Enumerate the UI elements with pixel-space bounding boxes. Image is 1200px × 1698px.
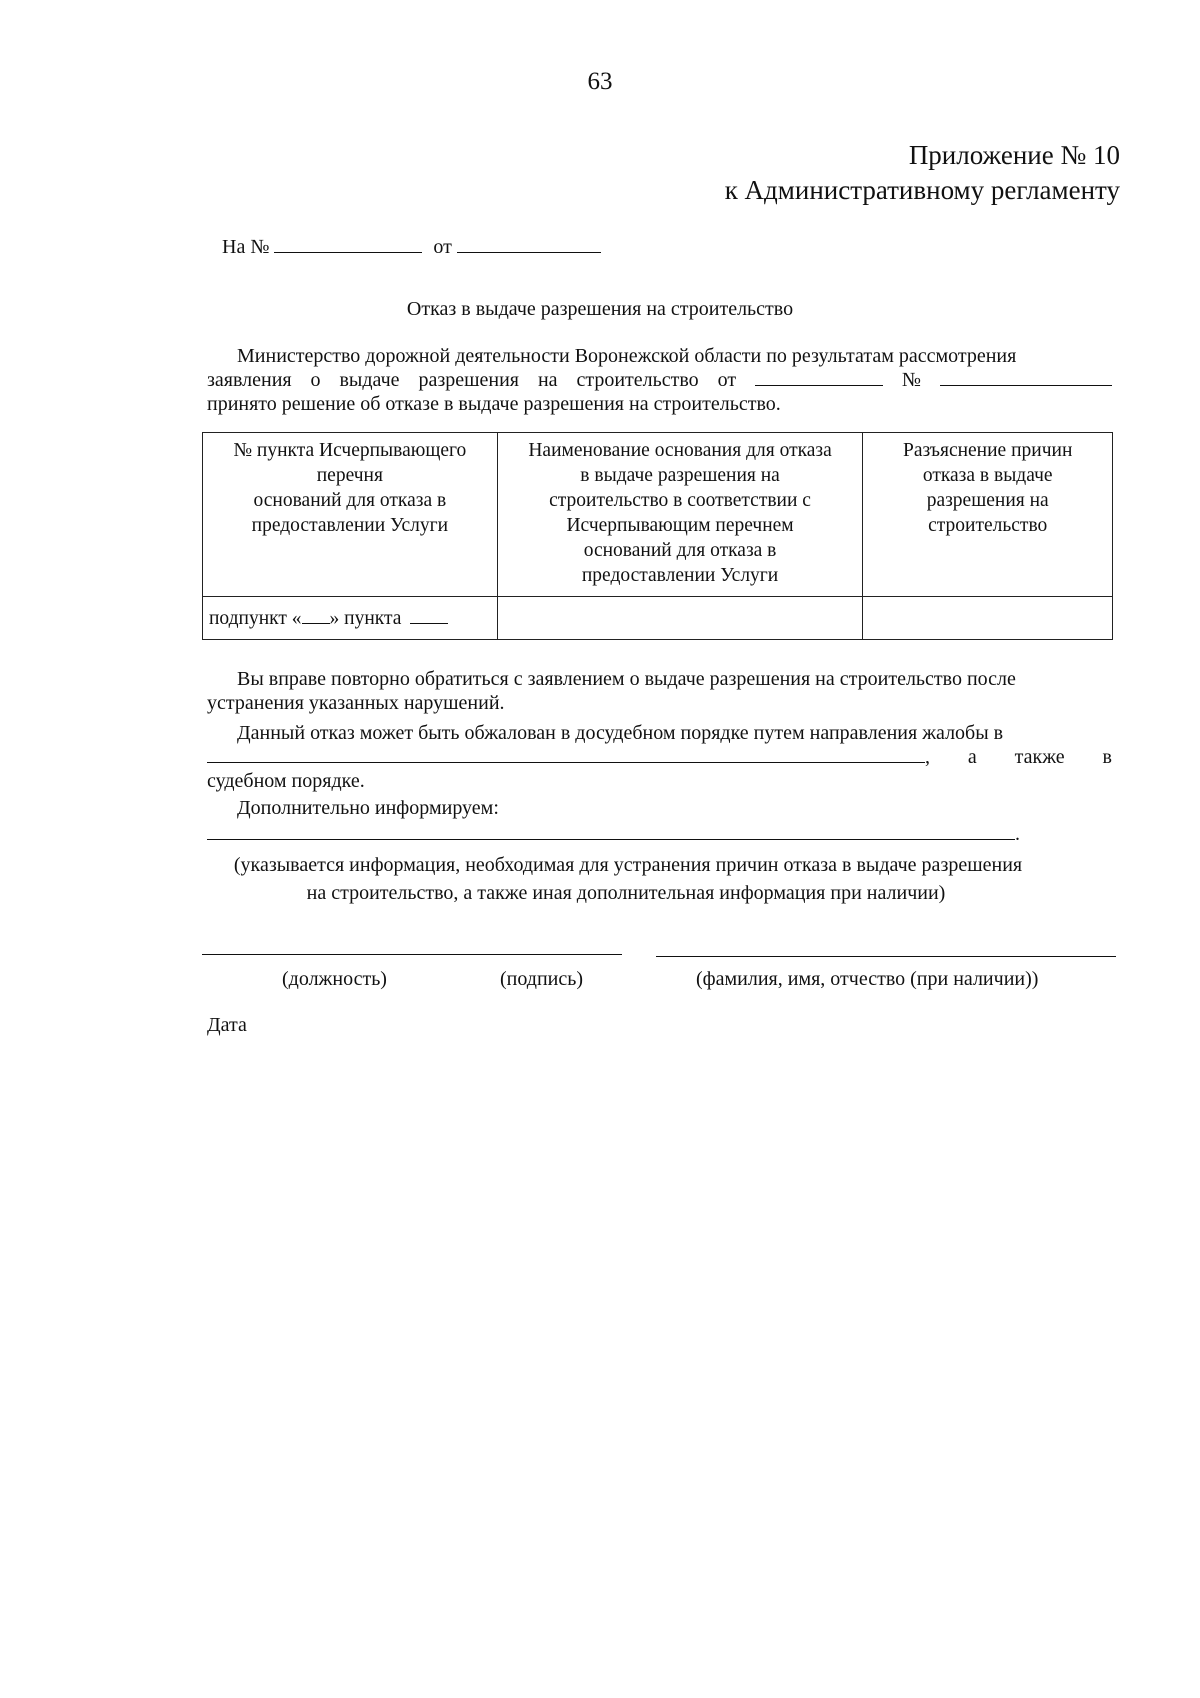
appeal-line-3: судебном порядке. (207, 770, 365, 792)
caption-full-name: (фамилия, имя, отчество (при наличии)) (696, 968, 1039, 990)
application-number-blank[interactable] (940, 384, 1112, 386)
intro-word: о (310, 369, 321, 391)
appendix-heading (725, 138, 1120, 208)
additional-period: . (1015, 823, 1020, 845)
reference-date-label: от (433, 236, 452, 258)
signature-line-left[interactable] (202, 953, 622, 955)
appendix-number: Приложение № 10 (908, 140, 1120, 170)
additional-info-blank[interactable] (207, 838, 1015, 840)
intro-paragraph (207, 344, 1112, 416)
intro-word: на (537, 369, 558, 391)
additional-note-line-1: (указывается информация, необходимая для устранения причин отказа в выдаче разрешения (233, 854, 1023, 876)
reason-name-cell[interactable] (497, 597, 863, 640)
appeal-word: также (1014, 746, 1065, 768)
application-date-blank[interactable] (755, 384, 883, 386)
additional-note (0, 851, 1200, 907)
reference-line (222, 236, 601, 259)
header-cell-explanation: Разъяснение причин отказа в выдаче разрешения на строительство (863, 433, 1113, 597)
repeat-paragraph (207, 667, 1112, 715)
appeal-word: а (967, 746, 977, 768)
caption-position: (должность) (282, 968, 387, 990)
appeal-authority-blank[interactable] (207, 761, 925, 763)
intro-word: разрешения (418, 369, 520, 391)
subpoint-blank[interactable] (302, 622, 330, 624)
appeal-line-1: Данный отказ может быть обжалован в досудебном порядке путем направления жалобы в (237, 722, 1004, 744)
repeat-line-2: устранения указанных нарушений. (207, 692, 505, 714)
intro-line-2 (207, 368, 1112, 392)
header-cell-reason-name: Наименование основания для отказа в выдаче разрешения на строительство в соответствии с Исчерпывающим перечнем оснований для отказа в предоставлении Услуги (497, 433, 863, 597)
additional-note-line-2: на строительство, а также иная дополнительная информация при наличии) (306, 882, 946, 904)
table-header-row (203, 433, 1113, 597)
reference-date-blank[interactable] (457, 251, 601, 253)
appeal-paragraph (207, 721, 1112, 793)
refusal-reasons-table (202, 432, 1113, 640)
additional-line (207, 822, 1112, 846)
document-title: Отказ в выдаче разрешения на строительство (406, 298, 794, 320)
intro-word: выдаче (339, 369, 400, 391)
additional-info (207, 796, 1112, 846)
intro-line-1: Министерство дорожной деятельности Воронежской области по результатам рассмотрения (237, 345, 1017, 367)
appeal-line-2 (207, 745, 1112, 769)
header-cell-point-number: № пункта Исчерпывающего перечня оснований для отказа в предоставлении Услуги (203, 433, 498, 597)
point-blank[interactable] (410, 622, 448, 624)
reference-number-blank[interactable] (274, 251, 422, 253)
subpoint-cell[interactable]: подпункт « » пункта (203, 597, 498, 640)
page-number: 63 (587, 68, 613, 95)
application-number-label: № (901, 369, 922, 391)
intro-word: строительство (576, 369, 699, 391)
appeal-comma: , (925, 746, 930, 768)
date-label: Дата (207, 1014, 247, 1036)
reference-number-label: На № (222, 236, 270, 258)
appendix-regulation: к Административному регламенту (724, 175, 1120, 205)
signature-line-right[interactable] (656, 955, 1116, 957)
intro-word: от (717, 369, 737, 391)
intro-word: заявления (207, 369, 292, 391)
intro-line-3: принято решение об отказе в выдаче разрешения на строительство. (207, 393, 781, 415)
caption-signature: (подпись) (500, 968, 584, 990)
additional-label: Дополнительно информируем: (237, 797, 499, 819)
explanation-cell[interactable] (863, 597, 1113, 640)
table-row (203, 597, 1113, 640)
repeat-line-1: Вы вправе повторно обратиться с заявлением о выдаче разрешения на строительство после (237, 668, 1016, 690)
appeal-word: в (1102, 746, 1112, 768)
